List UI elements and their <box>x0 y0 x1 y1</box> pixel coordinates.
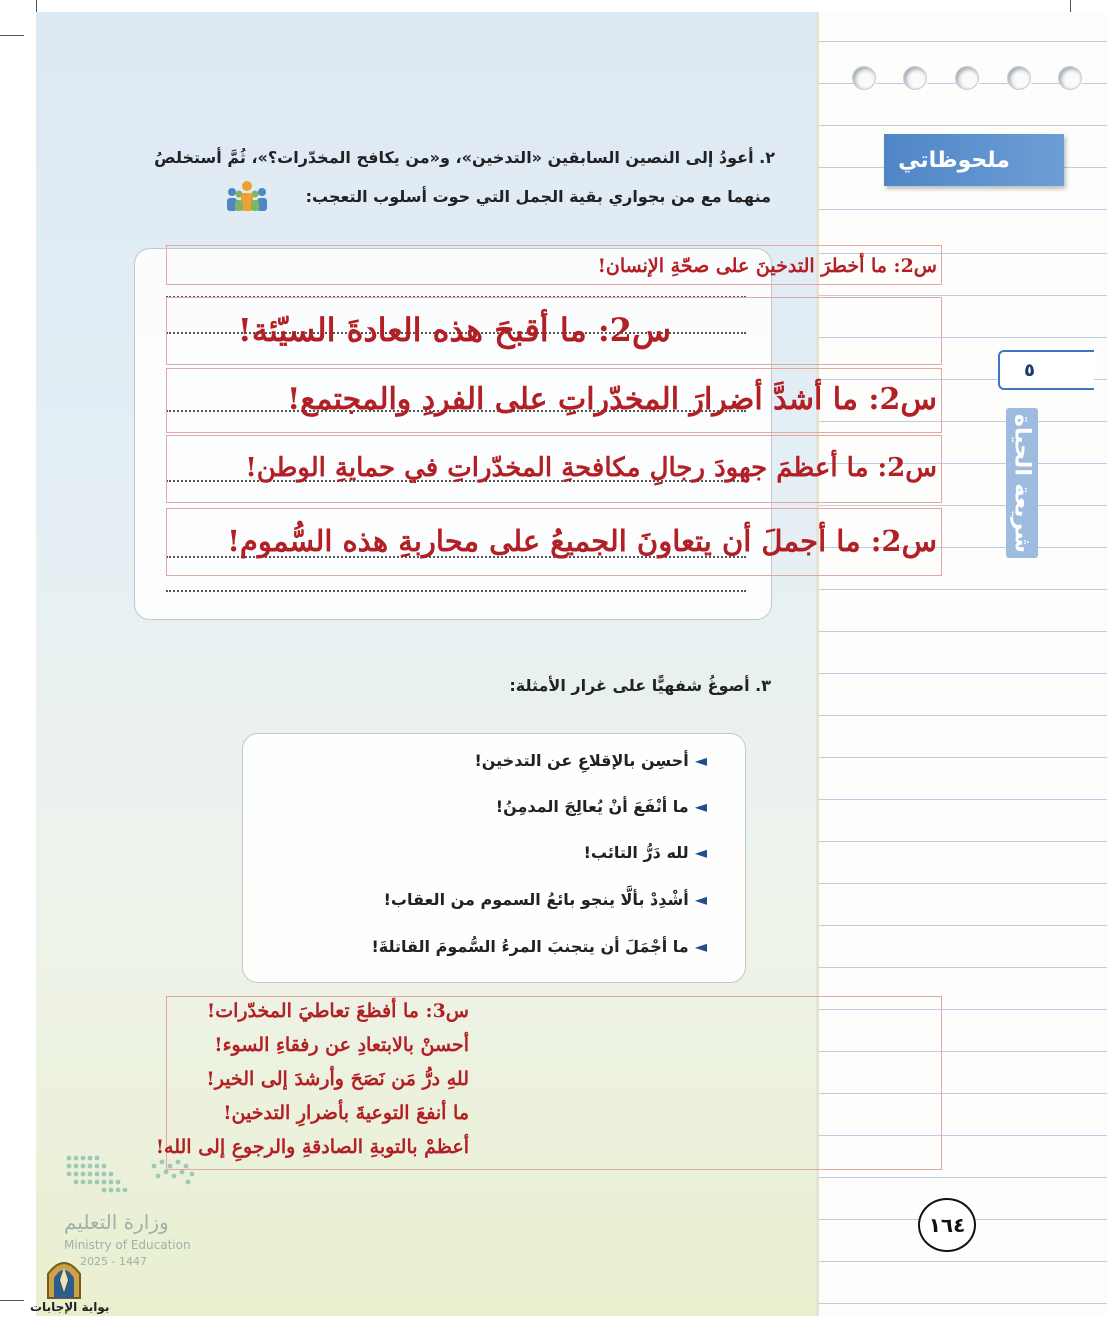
q2-answer: س2: ما أعظمَ جهودَ رجالِ مكافحةِ المخدّراتِ في حمايةِ الوطن! <box>166 435 942 503</box>
chapter-number: ٥ <box>998 350 1094 390</box>
example-text: ما أنْفَعَ أنْ يُعالِجَ المدمِنُ! <box>495 797 689 816</box>
binder-hole <box>903 66 927 90</box>
example-item <box>371 937 707 956</box>
example-item <box>496 797 707 816</box>
example-text: أحسِن بالإقلاعِ عن التدخين! <box>474 751 689 770</box>
crop-mark <box>0 35 24 36</box>
q3-answer: أعظمْ بالتوبةِ الصادقةِ والرجوعِ إلى الله! <box>155 1136 469 1158</box>
q2-answer: س2: ما أجملَ أن يتعاونَ الجميعُ على محاربةِ هذه السُّموم! <box>166 508 942 576</box>
q2-answer: س2: ما أقبحَ هذه العادةَ السيّئة! <box>166 297 942 365</box>
crop-mark <box>0 1300 24 1301</box>
example-text: لله دَرُّ التائب! <box>583 843 689 862</box>
bullet-arrow-icon: ◄ <box>694 843 707 862</box>
page-number: ١٦٤ <box>918 1198 976 1252</box>
q3-answer: ما أنفعَ التوعيةَ بأضرارِ التدخين! <box>223 1102 469 1124</box>
example-item <box>384 890 707 909</box>
bullet-arrow-icon: ◄ <box>694 890 707 909</box>
example-text: أشْدِدْ بألَّا ينجو بائعُ السموم من العقاب! <box>383 890 689 909</box>
example-item <box>474 751 707 770</box>
q3-answer: أحسنْ بالابتعادِ عن رفقاءِ السوء! <box>214 1034 469 1056</box>
q3-instruction: ٣. أصوغُ شفهيًّا على غرار الأمثلة: <box>509 676 771 695</box>
q3-answer: س3: ما أفظعَ تعاطيَ المخدّرات! <box>206 1000 469 1022</box>
binder-hole <box>852 66 876 90</box>
q2-answer: س2: ما أخطرَ التدخينَ على صحّةِ الإنسان! <box>166 245 942 285</box>
binder-hole <box>955 66 979 90</box>
answers-portal-label: بوابة الإجابات <box>30 1300 110 1314</box>
dotted-line <box>166 590 746 592</box>
q2-instruction-line2: منهما مع من بجواري بقية الجمل التي حوت أسلوب التعجب: <box>305 187 771 206</box>
group-work-icon <box>224 180 270 212</box>
bullet-arrow-icon: ◄ <box>694 937 707 956</box>
bullet-arrow-icon: ◄ <box>694 797 707 816</box>
binder-hole <box>1058 66 1082 90</box>
example-item <box>584 843 707 862</box>
q3-answer: للهِ درُّ مَن نَصَحَ وأرشدَ إلى الخير! <box>206 1068 469 1090</box>
answers-portal-logo-icon <box>44 1256 84 1300</box>
ministry-logo-icon <box>64 1152 198 1198</box>
ministry-years: 2025 - 1447 <box>80 1255 147 1268</box>
ministry-name-english: Ministry of Education <box>64 1238 191 1252</box>
q2-instruction-line1: ٢. أعودُ إلى النصين السابقين «التدخين»، و«من يكافح المخدّرات؟»، ثُمَّ أستخلصُ <box>154 148 775 167</box>
ministry-name-arabic: وزارة التعليم <box>64 1210 169 1234</box>
binder-hole <box>1007 66 1031 90</box>
q2-answer: س2: ما أشدَّ أضرارَ المخدّراتِ على الفردِ والمجتمع! <box>166 368 942 433</box>
chapter-label: شريعة الحياة <box>1006 408 1038 558</box>
example-text: ما أجْمَلَ أن يتجنبَ المرءُ السُّمومَ القاتلةَ! <box>371 937 689 956</box>
bullet-arrow-icon: ◄ <box>694 751 707 770</box>
notes-title: ملحوظاتي <box>884 134 1064 186</box>
